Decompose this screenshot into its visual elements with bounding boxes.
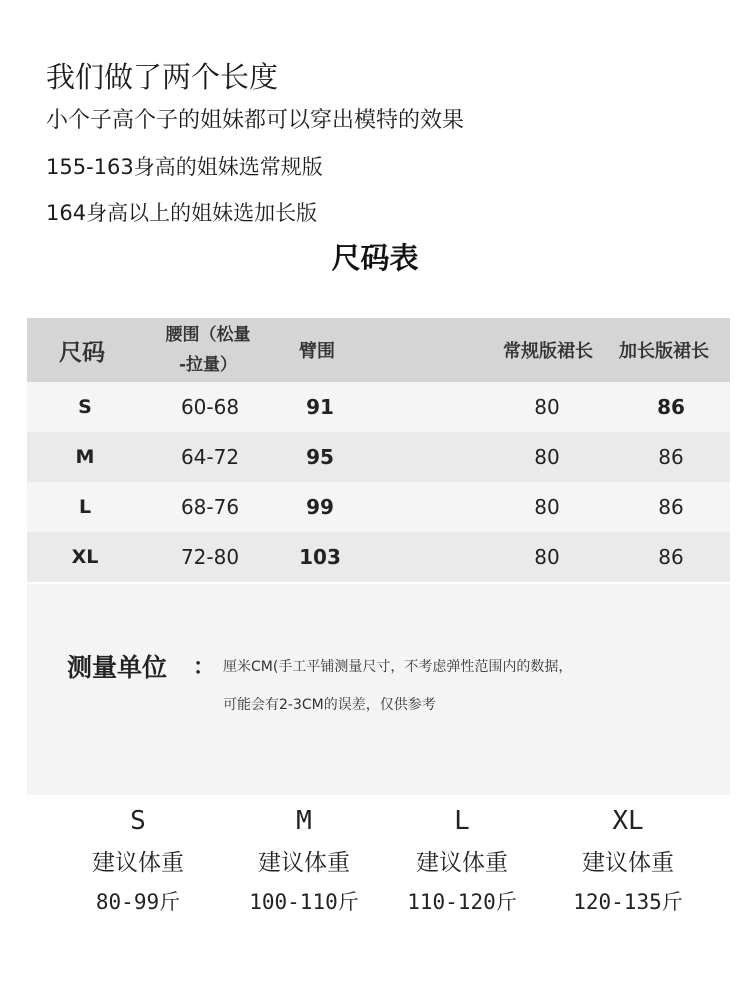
cell-waist: 64-72	[180, 445, 240, 469]
cell-waist: 68-76	[180, 495, 240, 519]
table-header	[27, 318, 730, 382]
weight-label: 建议体重	[416, 850, 508, 876]
cell-long-length: 86	[657, 395, 685, 419]
cell-arm: 95	[306, 445, 334, 469]
cell-regular-length: 80	[534, 395, 560, 419]
weight-column-m	[224, 803, 384, 917]
weight-column-xl	[548, 803, 708, 917]
cell-waist: 72-80	[180, 545, 240, 569]
cell-regular-length: 80	[534, 545, 560, 569]
weight-range: 110-120斤	[407, 890, 517, 914]
cell-long-length: 86	[658, 495, 684, 519]
cell-size: XL	[71, 546, 99, 568]
cell-regular-length: 80	[534, 495, 560, 519]
cell-size: S	[78, 396, 92, 418]
weight-column-s	[58, 803, 218, 917]
header-waist-line1: 腰围（松量	[165, 325, 251, 345]
size-chart-title: 尺码表	[331, 241, 419, 275]
size-table	[27, 318, 730, 582]
weight-label: 建议体重	[258, 850, 350, 876]
measurement-title: 测量单位	[67, 653, 168, 682]
header-long-length: 加长版裙长	[619, 341, 709, 362]
weight-range: 80-99斤	[95, 890, 181, 914]
intro-line-3: 155-163身高的姐妹选常规版	[46, 155, 323, 179]
weight-label: 建议体重	[92, 850, 184, 876]
measurement-note	[27, 584, 730, 795]
intro-text	[46, 58, 464, 228]
cell-long-length: 86	[658, 545, 684, 569]
weight-recommendations	[0, 803, 750, 953]
measurement-note-line1: 厘米CM(手工平铺测量尺寸，不考虑弹性范围内的数据，	[223, 659, 573, 675]
measurement-note-line2: 可能会有2-3CM的误差，仅供参考	[223, 697, 436, 713]
header-waist	[148, 318, 268, 382]
cell-size: L	[78, 496, 92, 518]
cell-size: M	[75, 446, 95, 468]
cell-arm: 91	[306, 395, 334, 419]
intro-line-1: 我们做了两个长度	[46, 60, 279, 94]
header-waist-line2: -拉量）	[178, 355, 238, 375]
weight-range: 120-135斤	[573, 890, 683, 914]
cell-arm: 99	[306, 495, 334, 519]
cell-arm: 103	[299, 545, 341, 569]
header-regular-length: 常规版裙长	[503, 341, 593, 362]
table-row	[27, 482, 730, 532]
table-row	[27, 382, 730, 432]
weight-column-l	[382, 803, 542, 917]
weight-label: 建议体重	[582, 850, 674, 876]
weight-range: 100-110斤	[249, 890, 359, 914]
header-arm: 臂围	[299, 341, 335, 362]
weight-size: L	[454, 806, 470, 836]
intro-line-4: 164身高以上的姐妹选加长版	[46, 201, 318, 225]
cell-long-length: 86	[658, 445, 684, 469]
weight-size: S	[130, 806, 146, 836]
cell-regular-length: 80	[534, 445, 560, 469]
table-row	[27, 532, 730, 582]
header-size: 尺码	[59, 339, 105, 366]
intro-line-2: 小个子高个子的姐妹都可以穿出模特的效果	[46, 108, 465, 133]
cell-waist: 60-68	[180, 395, 240, 419]
weight-size: XL	[612, 806, 644, 836]
weight-size: M	[296, 806, 312, 836]
measurement-colon: ：	[193, 655, 216, 680]
table-row	[27, 432, 730, 482]
